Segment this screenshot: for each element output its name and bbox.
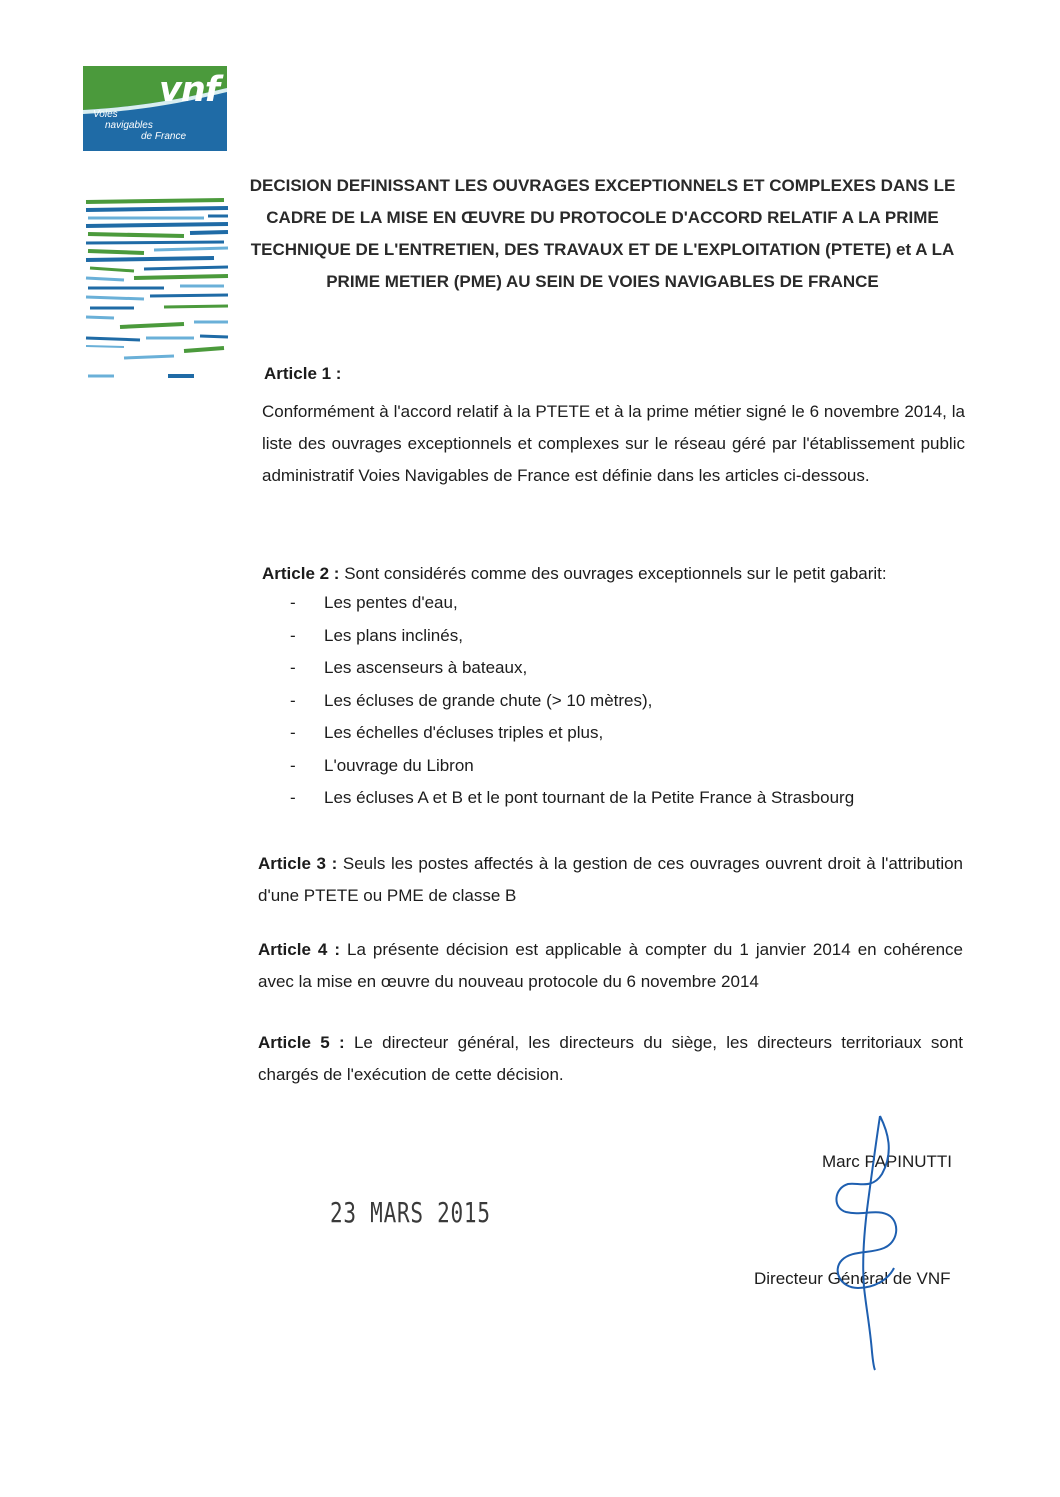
list-item: - Les plans inclinés, bbox=[290, 620, 854, 653]
list-item: - Les écluses de grande chute (> 10 mètres), bbox=[290, 685, 854, 718]
list-item: - Les écluses A et B et le pont tournant de la Petite France à Strasbourg bbox=[290, 782, 854, 815]
exceptional-works-list bbox=[290, 587, 854, 815]
signatory-name: Marc PAPINUTTI bbox=[822, 1152, 953, 1171]
bullet-dash: - bbox=[290, 788, 296, 807]
bullet-dash: - bbox=[290, 723, 296, 742]
list-item: - Les ascenseurs à bateaux, bbox=[290, 652, 854, 685]
list-item: - L'ouvrage du Libron bbox=[290, 750, 854, 783]
signatory-role: Directeur Général de VNF bbox=[754, 1269, 951, 1288]
article-2 bbox=[262, 558, 965, 590]
logo-tagline-line-1: Voies bbox=[93, 109, 118, 120]
list-item: - Les échelles d'écluses triples et plus, bbox=[290, 717, 854, 750]
article-3-text: Seuls les postes affectés à la gestion de ces ouvrages ouvrent droit à l'attribution d'une PTETE ou PME de classe B bbox=[258, 854, 963, 905]
bullet-dash: - bbox=[290, 690, 296, 710]
article-1-text: Conformément à l'accord relatif à la PTETE et à la prime métier signé le 6 novembre 2014, la liste des ouvrages exceptionnels et complexes sur le réseau géré par l'établissement public administratif Voies Navigables de France est définie dans les articles ci-dessous. bbox=[262, 402, 965, 485]
article-5-text: Le directeur général, les directeurs du siège, les directeurs territoriaux sont chargés de l'exécution de cette décision. bbox=[258, 1033, 963, 1084]
article-3 bbox=[258, 848, 963, 912]
bullet-dash: - bbox=[290, 755, 296, 775]
article-4-text: La présente décision est applicable à compter du 1 janvier 2014 en cohérence avec la mise en œuvre du nouveau protocole du 6 novembre 2014 bbox=[258, 940, 963, 991]
date-stamp: 23 MARS 2015 bbox=[330, 1196, 491, 1229]
article-5 bbox=[258, 1027, 963, 1091]
article-4 bbox=[258, 934, 963, 998]
bullet-dash: - bbox=[290, 625, 296, 645]
article-2-label: Article 2 : bbox=[262, 564, 340, 583]
vnf-logo bbox=[83, 66, 227, 151]
article-2-text: Sont considérés comme des ouvrages exceptionnels sur le petit gabarit: bbox=[339, 564, 887, 583]
decorative-stripes bbox=[84, 196, 230, 386]
article-1-label: Article 1 : bbox=[264, 364, 342, 383]
handwritten-signature bbox=[818, 1112, 908, 1372]
logo-tagline-line-3: de France bbox=[141, 131, 187, 142]
document-title: DECISION DEFINISSANT LES OUVRAGES EXCEPTIONNELS ET COMPLEXES DANS LE CADRE DE LA MISE EN ŒUVRE DU PROTOCOLE D'ACCORD RELATIF A LA PRIME TECHNIQUE DE L'ENTRETIEN, DES TRAVAUX ET DE L'EXPLOITATION (PTETE) et A LA PRIME METIER (PME) AU SEIN DE VOIES NAVIGABLES DE FRANCE bbox=[249, 176, 956, 291]
article-3-label: Article 3 : bbox=[258, 854, 338, 873]
logo-brand-text: vnf bbox=[159, 70, 219, 110]
list-item: - Les pentes d'eau, bbox=[290, 587, 854, 620]
logo-tagline-line-2: navigables bbox=[105, 120, 153, 131]
article-5-label: Article 5 : bbox=[258, 1033, 345, 1052]
bullet-dash: - bbox=[290, 593, 296, 612]
article-4-label: Article 4 : bbox=[258, 940, 341, 959]
bullet-dash: - bbox=[290, 658, 296, 677]
